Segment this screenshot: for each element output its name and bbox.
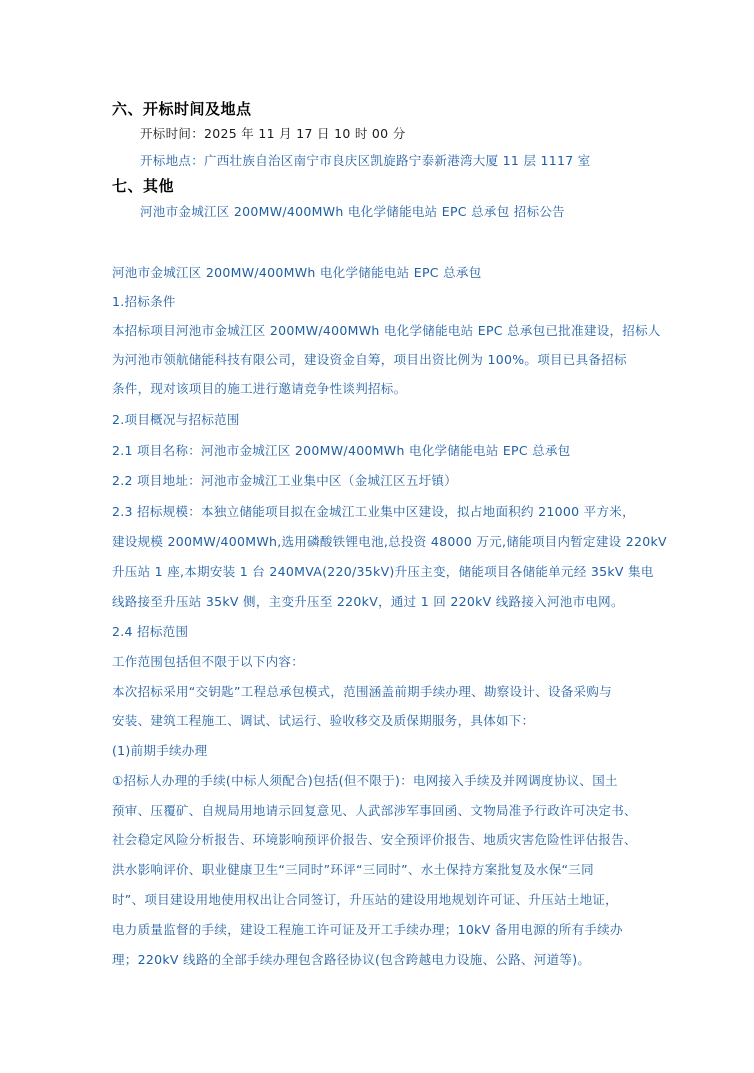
- paragraph-line: 时”、项目建设用地使用权出让合同签订，升压站的建设用地规划许可证、升压站土地证，: [112, 892, 618, 907]
- project-name: 2.1 项目名称：河池市金城江区 200MW/400MWh 电化学储能电站 EPC 总承包: [112, 443, 571, 458]
- paragraph-line: 本招标项目河池市金城江区 200MW/400MWh 电化学储能电站 EPC 总承包已批准建设，招标人: [112, 323, 661, 338]
- bid-opening-place: 开标地点：广西壮族自治区南宁市良庆区凯旋路宁泰新港湾大厦 11 层 1117 室: [140, 153, 591, 168]
- paragraph-line: ①招标人办理的手续(中标人须配合)包括(但不限于)：电网接入手续及并网调度协议、国土: [112, 773, 618, 788]
- notice-title: 河池市金城江区 200MW/400MWh 电化学储能电站 EPC 总承包 招标公告: [140, 204, 565, 219]
- project-address: 2.2 项目地址：河池市金城江工业集中区（金城江区五圩镇）: [112, 473, 458, 488]
- paragraph-line: 洪水影响评价、职业健康卫生“三同时”环评“三同时”、水土保持方案批复及水保“三同: [112, 862, 594, 877]
- paragraph-line: 条件，现对该项目的施工进行邀请竞争性谈判招标。: [112, 381, 407, 396]
- paragraph-line: 理；220kV 线路的全部手续办理包含路径协议(包含跨越电力设施、公路、河道等)。: [112, 952, 591, 967]
- paragraph-line: 社会稳定风险分析报告、环境影响预评价报告、安全预评价报告、地质灾害危险性评估报告、: [112, 832, 637, 847]
- scope-intro: 工作范围包括但不限于以下内容：: [112, 654, 305, 669]
- section-6-heading: 六、开标时间及地点: [112, 100, 252, 118]
- paragraph-line: 电力质量监督的手续，建设工程施工许可证及开工手续办理；10kV 备用电源的所有手续办: [112, 922, 623, 937]
- bid-opening-time: 开标时间：2025 年 11 月 17 日 10 时 00 分: [140, 126, 406, 141]
- paragraph-line: 升压站 1 座,本期安装 1 台 240MVA(220/35kV)升压主变，储能项目各储能单元经 35kV 集电: [112, 564, 654, 579]
- project-title: 河池市金城江区 200MW/400MWh 电化学储能电站 EPC 总承包: [112, 265, 482, 280]
- section-2-4-heading: 2.4 招标范围: [112, 624, 189, 639]
- paragraph-line: 线路接至升压站 35kV 侧，主变升压至 220kV，通过 1 回 220kV 线路接入河池市电网。: [112, 594, 624, 609]
- paragraph-line: 预审、压覆矿、自规局用地请示回复意见、人武部涉军事回函、文物局准予行政许可决定书、: [112, 803, 637, 818]
- section-1-heading: 1.招标条件: [112, 294, 176, 309]
- paragraph-line: 2.3 招标规模：本独立储能项目拟在金城江工业集中区建设，拟占地面积约 21000 平方米，: [112, 504, 635, 519]
- paragraph-line: 为河池市领航储能科技有限公司，建设资金自筹，项目出资比例为 100%。项目已具备招标: [112, 352, 627, 367]
- section-7-heading: 七、其他: [112, 177, 175, 195]
- section-2-heading: 2.项目概况与招标范围: [112, 412, 240, 427]
- paragraph-line: 安装、建筑工程施工、调试、试运行、验收移交及质保期服务，具体如下：: [112, 713, 535, 728]
- paragraph-line: 建设规模 200MW/400MWh,选用磷酸铁锂电池,总投资 48000 万元,储能项目内暂定建设 220kV: [112, 534, 667, 549]
- item-1-heading: (1)前期手续办理: [112, 743, 208, 758]
- paragraph-line: 本次招标采用“交钥匙”工程总承包模式，范围涵盖前期手续办理、勘察设计、设备采购与: [112, 684, 612, 699]
